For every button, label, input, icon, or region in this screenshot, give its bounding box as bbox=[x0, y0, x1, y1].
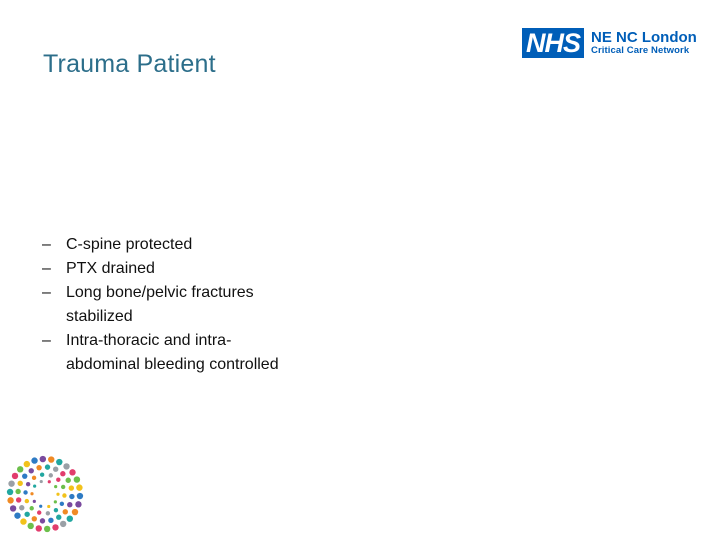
ring-dot bbox=[52, 524, 58, 530]
bullet-item bbox=[42, 257, 302, 281]
ring-dot bbox=[7, 497, 13, 503]
decorative-dot-ring-icon bbox=[6, 455, 84, 533]
ring-dot bbox=[75, 501, 81, 507]
ring-dot bbox=[77, 493, 83, 499]
bullet-text: Intra-thoracic and intra-abdominal bleeding controlled bbox=[66, 332, 279, 373]
ring-dot bbox=[47, 505, 50, 508]
ring-dot bbox=[63, 463, 69, 469]
ring-dot bbox=[32, 516, 37, 521]
nhs-badge: NHS bbox=[522, 28, 584, 58]
ring-dot bbox=[37, 510, 41, 514]
ring-dot bbox=[7, 489, 13, 495]
ring-dot bbox=[40, 456, 46, 462]
ring-dot bbox=[24, 512, 29, 517]
ring-dot bbox=[56, 459, 62, 465]
ring-dot bbox=[12, 473, 18, 479]
bullet-item bbox=[42, 329, 302, 377]
ring-dot bbox=[48, 518, 53, 523]
bullet-text: C-spine protected bbox=[66, 236, 193, 253]
ring-dot bbox=[40, 473, 44, 477]
ring-dot bbox=[22, 473, 27, 478]
ring-dot bbox=[23, 490, 27, 494]
ring-dot bbox=[54, 485, 57, 488]
ring-dot bbox=[69, 469, 75, 475]
ring-dot bbox=[54, 500, 57, 503]
bullet-text: Long bone/pelvic fractures stabilized bbox=[66, 284, 254, 325]
ring-dot bbox=[36, 465, 41, 470]
logo-line1: NE NC London bbox=[591, 28, 697, 46]
bullet-list bbox=[42, 233, 302, 377]
ring-dot bbox=[56, 515, 61, 520]
ring-dot bbox=[69, 485, 74, 490]
ring-dot bbox=[39, 505, 42, 508]
logo-line2: Critical Care Network bbox=[591, 45, 690, 57]
ring-dot bbox=[32, 476, 36, 480]
ring-dot bbox=[60, 502, 64, 506]
ring-dot bbox=[74, 476, 80, 482]
ring-dot bbox=[17, 466, 23, 472]
bullet-dash: – bbox=[42, 332, 51, 349]
ring-dot bbox=[56, 493, 59, 496]
ring-dot bbox=[69, 494, 74, 499]
ring-dot bbox=[18, 481, 23, 486]
ring-dot bbox=[20, 518, 26, 524]
bullet-dash: – bbox=[42, 236, 51, 253]
ring-dot bbox=[45, 464, 50, 469]
ring-dot bbox=[30, 506, 34, 510]
ring-dot bbox=[67, 502, 72, 507]
bullet-dash: – bbox=[42, 260, 51, 277]
ring-dot bbox=[48, 480, 51, 483]
ring-dot bbox=[19, 505, 24, 510]
ring-dot bbox=[28, 523, 34, 529]
ring-dot bbox=[48, 456, 54, 462]
ring-dot bbox=[8, 480, 14, 486]
nhs-network-logo bbox=[522, 27, 697, 59]
ring-dot bbox=[46, 511, 50, 515]
ring-dot bbox=[10, 505, 16, 511]
bullet-item bbox=[42, 233, 302, 257]
ring-dot bbox=[53, 467, 58, 472]
ring-dot bbox=[33, 485, 36, 488]
ring-dot bbox=[63, 509, 68, 514]
ring-dot bbox=[40, 480, 43, 483]
ring-dot bbox=[66, 478, 71, 483]
ring-dot bbox=[29, 468, 34, 473]
bullet-dash: – bbox=[42, 284, 51, 301]
slide-title: Trauma Patient bbox=[43, 50, 216, 78]
ring-dot bbox=[26, 482, 30, 486]
ring-dot bbox=[30, 492, 33, 495]
ring-dot bbox=[16, 497, 21, 502]
ring-dot bbox=[60, 471, 65, 476]
ring-dot bbox=[44, 526, 50, 532]
ring-dot bbox=[33, 500, 36, 503]
logo-text bbox=[591, 30, 697, 57]
ring-dot bbox=[54, 508, 58, 512]
ring-dot bbox=[49, 473, 53, 477]
ring-dot bbox=[15, 489, 20, 494]
ring-dot bbox=[72, 509, 78, 515]
bullet-text: PTX drained bbox=[66, 260, 155, 277]
ring-dot bbox=[61, 485, 65, 489]
ring-dot bbox=[40, 518, 45, 523]
ring-dot bbox=[62, 493, 66, 497]
ring-dot bbox=[14, 512, 20, 518]
bullet-item bbox=[42, 281, 302, 329]
ring-dot bbox=[76, 484, 82, 490]
ring-dot bbox=[24, 461, 30, 467]
ring-dot bbox=[67, 516, 73, 522]
ring-dot bbox=[36, 525, 42, 531]
ring-dot bbox=[31, 457, 37, 463]
ring-dot bbox=[25, 499, 29, 503]
ring-dot bbox=[60, 521, 66, 527]
ring-dot bbox=[56, 478, 60, 482]
